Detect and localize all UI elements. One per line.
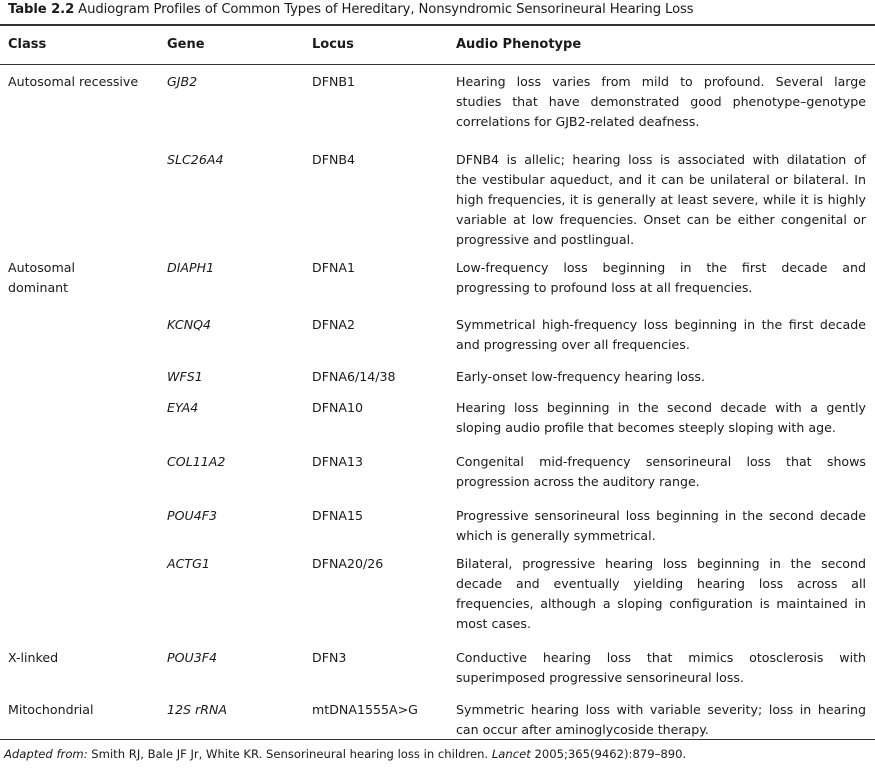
row-gene: SLC26A4 xyxy=(167,152,224,167)
phenotype-line: Bilateral, progressive hearing loss beginning in the second xyxy=(456,556,866,571)
row-gene: GJB2 xyxy=(167,74,198,89)
phenotype-line: Hearing loss beginning in the second decade with a gently xyxy=(456,400,866,415)
phenotype-line: studies that have demonstrated good phenotype–genotype xyxy=(456,94,866,109)
phenotype-line: which is generally symmetrical. xyxy=(456,528,656,543)
row-locus: DFNA13 xyxy=(312,454,364,469)
row-gene: KCNQ4 xyxy=(167,317,212,332)
row-gene: COL11A2 xyxy=(167,454,226,469)
class-line: Autosomal xyxy=(8,260,75,275)
bottom-rule xyxy=(0,739,875,740)
row-gene: ACTG1 xyxy=(167,556,210,571)
phenotype-line: Conductive hearing loss that mimics otosclerosis with xyxy=(456,650,866,665)
row-phenotype xyxy=(456,700,866,740)
row-phenotype xyxy=(456,367,866,387)
phenotype-line: Congenital mid-frequency sensorineural loss that shows xyxy=(456,454,866,469)
row-phenotype xyxy=(456,506,866,546)
phenotype-line: Progressive sensorineural loss beginning in the second decade xyxy=(456,508,866,523)
phenotype-line: sloping audio profile that becomes steeply sloping with age. xyxy=(456,420,836,435)
phenotype-line: can occur after aminoglycoside therapy. xyxy=(456,722,709,737)
phenotype-line: and progressing over all frequencies. xyxy=(456,337,690,352)
header-class: Class xyxy=(8,37,47,52)
table-title: Audiogram Profiles of Common Types of Hereditary, Nonsyndromic Sensorineural Hearing Loss xyxy=(78,2,694,17)
top-rule xyxy=(0,24,875,26)
row-phenotype xyxy=(456,150,866,250)
header-audio-phenotype: Audio Phenotype xyxy=(456,37,582,52)
phenotype-line: high frequencies, it is generally at least severe, while it is highly xyxy=(456,192,866,207)
class-line: dominant xyxy=(8,280,69,295)
row-locus: DFNA15 xyxy=(312,508,364,523)
row-gene: POU4F3 xyxy=(167,508,217,523)
phenotype-line: Symmetric hearing loss with variable severity; loss in hearing xyxy=(456,702,866,717)
row-phenotype xyxy=(456,452,866,492)
phenotype-line: Symmetrical high-frequency loss beginning in the first decade xyxy=(456,317,866,332)
row-class xyxy=(8,700,94,720)
row-locus: DFN3 xyxy=(312,650,347,665)
phenotype-line: frequencies, although a sloping configuration is maintained in xyxy=(456,596,866,611)
row-locus: DFNA20/26 xyxy=(312,556,384,571)
class-line: X-linked xyxy=(8,650,59,665)
row-phenotype xyxy=(456,398,866,438)
row-gene: EYA4 xyxy=(167,400,199,415)
row-class xyxy=(8,72,138,92)
row-locus: mtDNA1555A>G xyxy=(312,702,418,717)
row-gene: 12S rRNA xyxy=(167,702,227,717)
phenotype-line: Low-frequency loss beginning in the first decade and xyxy=(456,260,866,275)
row-locus: DFNB4 xyxy=(312,152,356,167)
table-label: Table 2.2 xyxy=(8,2,75,17)
row-gene: WFS1 xyxy=(167,369,203,384)
phenotype-line: the vestibular aqueduct, and it can be unilateral or bilateral. In xyxy=(456,172,866,187)
row-gene: DIAPH1 xyxy=(167,260,215,275)
phenotype-line: progression across the auditory range. xyxy=(456,474,700,489)
row-phenotype xyxy=(456,554,866,634)
row-phenotype xyxy=(456,315,866,355)
row-class xyxy=(8,258,75,298)
row-phenotype xyxy=(456,648,866,688)
row-gene: POU3F4 xyxy=(167,650,217,665)
phenotype-line: progressive and postlingual. xyxy=(456,232,635,247)
row-locus: DFNA10 xyxy=(312,400,364,415)
row-phenotype xyxy=(456,258,866,298)
phenotype-line: superimposed progressive sensorineural loss. xyxy=(456,670,744,685)
phenotype-line: variable at low frequencies. Onset can be either congenital or xyxy=(456,212,866,227)
source-journal: Lancet xyxy=(491,747,531,761)
row-locus: DFNA6/14/38 xyxy=(312,369,396,384)
header-locus: Locus xyxy=(312,37,354,52)
class-line: Mitochondrial xyxy=(8,702,94,717)
phenotype-line: decade and eventually yielding hearing loss across all xyxy=(456,576,866,591)
table-caption xyxy=(8,2,694,17)
source-label: Adapted from: xyxy=(4,747,88,761)
header-gene: Gene xyxy=(167,37,205,52)
row-phenotype xyxy=(456,72,866,132)
phenotype-line: correlations for GJB2-related deafness. xyxy=(456,114,700,129)
header-rule xyxy=(0,64,875,65)
phenotype-line: most cases. xyxy=(456,616,531,631)
row-locus: DFNA2 xyxy=(312,317,355,332)
phenotype-line: progressing to profound loss at all frequencies. xyxy=(456,280,753,295)
source-citation-b: 2005;365(9462):879–890. xyxy=(530,747,687,761)
class-line: Autosomal recessive xyxy=(8,74,139,89)
phenotype-line: Early-onset low-frequency hearing loss. xyxy=(456,369,705,384)
row-class xyxy=(8,648,58,668)
phenotype-line: DFNB4 is allelic; hearing loss is associated with dilatation of xyxy=(456,152,866,167)
source-note xyxy=(4,747,686,761)
phenotype-line: Hearing loss varies from mild to profound. Several large xyxy=(456,74,866,89)
source-citation-a: Smith RJ, Bale JF Jr, White KR. Sensorineural hearing loss in children. xyxy=(87,747,492,761)
row-locus: DFNB1 xyxy=(312,74,356,89)
row-locus: DFNA1 xyxy=(312,260,355,275)
